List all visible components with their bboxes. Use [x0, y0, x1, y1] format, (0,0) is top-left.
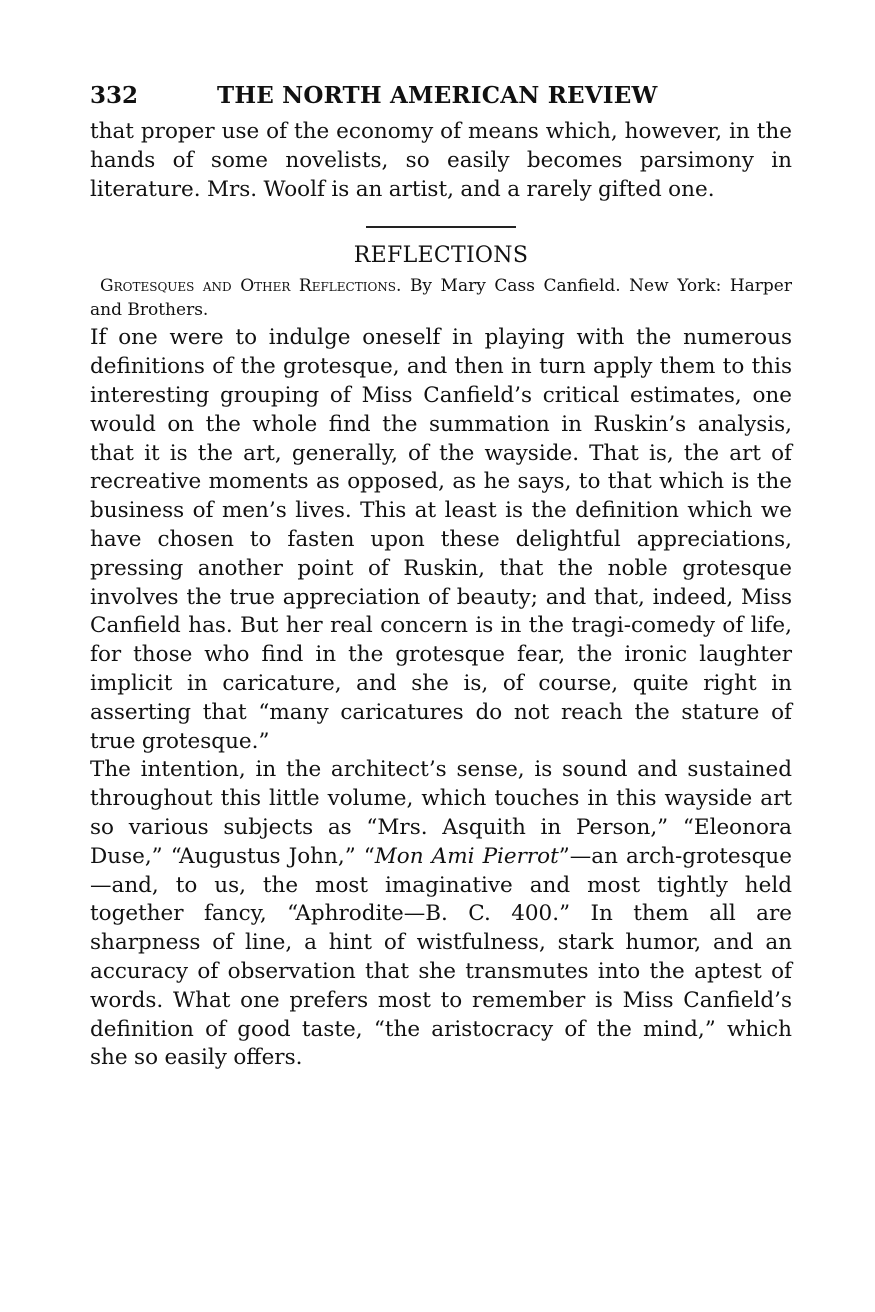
book-title: Grotesques and Other Reflections. — [100, 276, 402, 297]
book-citation-details: By Mary Cass Canfield. New York: Harper and Brothers. — [90, 276, 792, 321]
book-citation — [90, 274, 792, 322]
review-paragraph-2-part-1: The intention, in the architect’s sense, is sound and sustained throughout this little volume, which touches in this wayside art so various subjects as “Mrs. Asquith in Person,” “Eleonora Duse,” “Augustus John,” “ — [90, 757, 792, 869]
review-paragraph-2 — [90, 756, 792, 1073]
section-divider — [366, 226, 516, 228]
journal-title: THE NORTH AMERICAN REVIEW — [217, 82, 658, 109]
section-heading: REFLECTIONS — [353, 243, 529, 269]
italic-essay-title: Mon Ami Pierrot — [374, 843, 559, 869]
review-paragraph-1: If one were to indulge oneself in playing with the numerous definitions of the grotesque, and then in turn apply them to this interesting grouping of Miss Canfield’s critical estimates, one would on the whole find the summation in Ruskin’s analysis, that it is the art, generally, of the wayside. That is, the art of recreative moments as opposed, as he says, to that which is the business of men’s lives. This at least is the definition which we have chosen to fasten upon these delightful appreciations, pressing another point of Ruskin, that the noble grotesque involves the true appreciation of beauty; and that, indeed, Miss Canfield has. But her real concern is in the tragi-comedy of life, for those who find in the grotesque fear, the ironic laughter implicit in caricature, and she is, of course, quite right in asserting that “many caricatures do not reach the stature of true grotesque.” — [90, 325, 792, 754]
page-number: 332 — [90, 82, 139, 109]
running-head — [90, 78, 792, 114]
page — [90, 78, 792, 1073]
review-paragraph-2-part-2: ”—an arch-grotesque—and, to us, the most imaginative and most tightly held together fancy, “Aphrodite—B. C. 400.” In them all are sharpness of line, a hint of wistfulness, stark humor, and an accuracy of observation that she transmutes into the aptest of words. What one prefers most to remember is Miss Canfield’s definition of good taste, “the aristocracy of the mind,” which she so easily offers. — [90, 843, 792, 1071]
continuation-paragraph: that proper use of the economy of means which, however, in the hands of some novelists, so easily becomes parsimony in literature. Mrs. Woolf is an artist, and a rarely gifted one. — [90, 119, 792, 202]
